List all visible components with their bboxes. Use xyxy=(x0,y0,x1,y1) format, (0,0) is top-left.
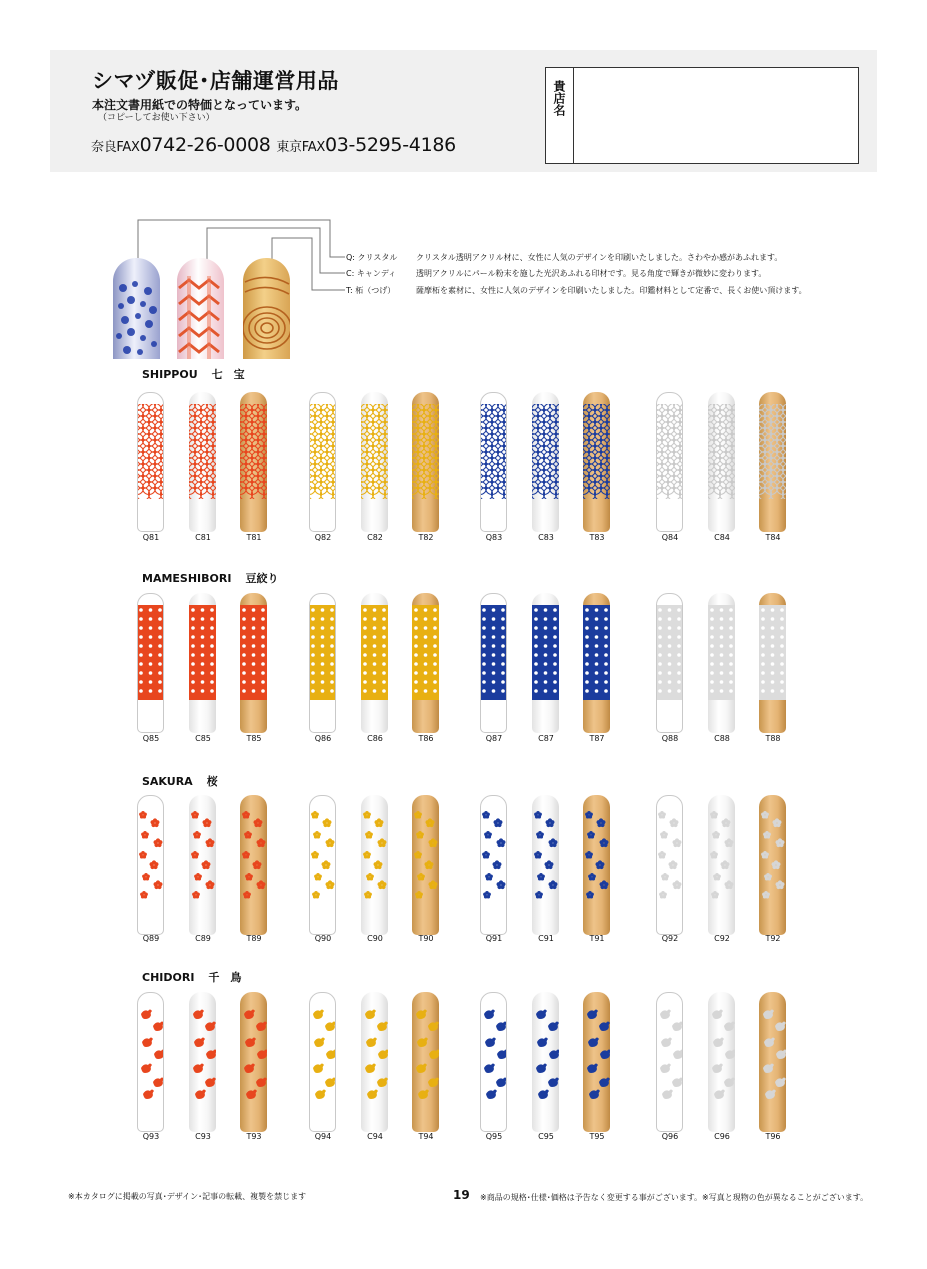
seal-pattern-band xyxy=(189,1004,216,1099)
seal-stick-t87[interactable] xyxy=(583,593,610,733)
seal-t94-pattern xyxy=(412,1004,439,1099)
copy-note: （コピーしてお使い下さい） xyxy=(98,113,215,123)
product-code-q81: Q81 xyxy=(142,533,160,542)
legend-tsuge-key: T: 柘（つげ） xyxy=(346,286,396,295)
seal-stick-q93[interactable] xyxy=(137,992,164,1132)
seal-pattern-band xyxy=(412,807,439,902)
seal-c86-pattern xyxy=(361,605,388,700)
seal-q94-pattern xyxy=(309,1004,336,1099)
seal-stick-c82[interactable] xyxy=(361,392,388,532)
seal-c95-pattern xyxy=(532,1004,559,1099)
seal-stick-c93[interactable] xyxy=(189,992,216,1132)
seal-q93-pattern xyxy=(137,1004,164,1099)
seal-t95-pattern xyxy=(583,1004,610,1099)
product-code-t93: T93 xyxy=(246,1132,262,1141)
product-code-t90: T90 xyxy=(418,934,434,943)
seal-q91-pattern xyxy=(480,807,507,902)
seal-pattern-band xyxy=(708,807,735,902)
section-title-sakura xyxy=(142,773,218,789)
seal-pattern-band xyxy=(480,1004,505,1099)
seal-t89-pattern xyxy=(240,807,267,902)
seal-stick-c83[interactable] xyxy=(532,392,559,532)
page-number: 19 xyxy=(453,1188,470,1202)
seal-pattern-band xyxy=(240,1004,267,1099)
fax-tokyo-number: 03-5295-4186 xyxy=(324,134,456,156)
seal-pattern-band xyxy=(361,404,388,499)
seal-stick-c90[interactable] xyxy=(361,795,388,935)
seal-pattern-band xyxy=(656,1004,681,1099)
product-code-q84: Q84 xyxy=(661,533,679,542)
product-code-c92: C92 xyxy=(714,934,730,943)
seal-c84-pattern xyxy=(708,404,735,499)
product-code-c83: C83 xyxy=(538,533,554,542)
seal-stick-t94[interactable] xyxy=(412,992,439,1132)
seal-stick-q90[interactable] xyxy=(309,795,336,935)
seal-pattern-band xyxy=(759,1004,786,1099)
seal-stick-q83[interactable] xyxy=(480,392,507,532)
fax-nara-number: 0742-26-0008 xyxy=(139,134,271,156)
seal-pattern-band xyxy=(759,807,786,902)
seal-stick-t93[interactable] xyxy=(240,992,267,1132)
seal-stick-q96[interactable] xyxy=(656,992,683,1132)
seal-q81-pattern xyxy=(137,404,164,499)
seal-q86-pattern xyxy=(309,605,336,700)
seal-c81-pattern xyxy=(189,404,216,499)
seal-stick-t86[interactable] xyxy=(412,593,439,733)
product-code-c90: C90 xyxy=(367,934,383,943)
seal-pattern-band xyxy=(708,1004,735,1099)
seal-pattern-band xyxy=(532,605,559,700)
seal-pattern-band xyxy=(189,807,216,902)
product-code-c82: C82 xyxy=(367,533,383,542)
seal-c92-pattern xyxy=(708,807,735,902)
legend-tsuge-text: 薩摩柘を素材に、女性に人気のデザインを印刷いたしました。印鑑材料として定番で、長くお使い頂けます。 xyxy=(416,286,807,295)
seal-t96-pattern xyxy=(759,1004,786,1099)
legend-crystal-key: Q: クリスタル xyxy=(346,253,398,262)
seal-stick-c84[interactable] xyxy=(708,392,735,532)
product-code-q88: Q88 xyxy=(661,734,679,743)
seal-pattern-band xyxy=(656,807,681,902)
footer-copyright-note: ※本カタログに掲載の写真･デザイン･記事の転載、複製を禁じます xyxy=(68,1192,307,1201)
product-code-t81: T81 xyxy=(246,533,262,542)
section-name-jp: 豆絞り xyxy=(245,572,279,585)
seal-pattern-band xyxy=(137,605,162,700)
seal-t93-pattern xyxy=(240,1004,267,1099)
seal-pattern-band xyxy=(583,605,610,700)
section-title-dots xyxy=(142,570,278,586)
product-code-c81: C81 xyxy=(195,533,211,542)
product-code-c86: C86 xyxy=(367,734,383,743)
seal-stick-t85[interactable] xyxy=(240,593,267,733)
seal-t92-pattern xyxy=(759,807,786,902)
product-code-t87: T87 xyxy=(589,734,605,743)
seal-c90-pattern xyxy=(361,807,388,902)
seal-stick-c96[interactable] xyxy=(708,992,735,1132)
seal-pattern-band xyxy=(480,807,505,902)
seal-stick-q84[interactable] xyxy=(656,392,683,532)
seal-t85-pattern xyxy=(240,605,267,700)
seal-stick-t89[interactable] xyxy=(240,795,267,935)
product-code-q96: Q96 xyxy=(661,1132,679,1141)
fax-nara-label: 奈良FAX xyxy=(91,140,140,155)
section-name-en: CHIDORI xyxy=(142,971,195,984)
seal-pattern-band xyxy=(412,605,439,700)
product-code-c89: C89 xyxy=(195,934,211,943)
sample-candy-image xyxy=(177,258,224,359)
product-code-q92: Q92 xyxy=(661,934,679,943)
seal-c82-pattern xyxy=(361,404,388,499)
seal-q82-pattern xyxy=(309,404,336,499)
seal-pattern-band xyxy=(708,605,735,700)
product-code-q89: Q89 xyxy=(142,934,160,943)
product-code-t89: T89 xyxy=(246,934,262,943)
seal-stick-t95[interactable] xyxy=(583,992,610,1132)
seal-stick-c91[interactable] xyxy=(532,795,559,935)
seal-stick-q88[interactable] xyxy=(656,593,683,733)
seal-pattern-band xyxy=(189,404,216,499)
seal-pattern-band xyxy=(309,1004,334,1099)
product-code-c87: C87 xyxy=(538,734,554,743)
product-code-q83: Q83 xyxy=(485,533,503,542)
seal-q96-pattern xyxy=(656,1004,683,1099)
seal-stick-q81[interactable] xyxy=(137,392,164,532)
product-code-t96: T96 xyxy=(765,1132,781,1141)
seal-pattern-band xyxy=(309,605,334,700)
seal-stick-t84[interactable] xyxy=(759,392,786,532)
product-code-q93: Q93 xyxy=(142,1132,160,1141)
seal-pattern-band xyxy=(189,605,216,700)
seal-pattern-band xyxy=(361,605,388,700)
seal-pattern-band xyxy=(583,1004,610,1099)
product-code-c95: C95 xyxy=(538,1132,554,1141)
seal-pattern-band xyxy=(708,404,735,499)
seal-pattern-band xyxy=(656,404,681,499)
seal-stick-t92[interactable] xyxy=(759,795,786,935)
product-code-q90: Q90 xyxy=(314,934,332,943)
seal-c96-pattern xyxy=(708,1004,735,1099)
product-code-t92: T92 xyxy=(765,934,781,943)
tsuge-sample-pattern xyxy=(243,258,290,359)
seal-stick-c86[interactable] xyxy=(361,593,388,733)
seal-stick-t81[interactable] xyxy=(240,392,267,532)
seal-pattern-band xyxy=(412,404,439,499)
seal-q92-pattern xyxy=(656,807,683,902)
seal-stick-c81[interactable] xyxy=(189,392,216,532)
product-code-q95: Q95 xyxy=(485,1132,503,1141)
store-name-label: 貴店名 xyxy=(552,80,566,116)
seal-pattern-band xyxy=(137,1004,162,1099)
seal-pattern-band xyxy=(309,404,334,499)
seal-pattern-band xyxy=(532,1004,559,1099)
crystal-sample-pattern xyxy=(113,258,160,359)
seal-c89-pattern xyxy=(189,807,216,902)
seal-t90-pattern xyxy=(412,807,439,902)
seal-stick-q94[interactable] xyxy=(309,992,336,1132)
seal-q84-pattern xyxy=(656,404,683,499)
seal-stick-t88[interactable] xyxy=(759,593,786,733)
seal-pattern-band xyxy=(583,404,610,499)
legend-candy xyxy=(346,268,766,279)
seal-t86-pattern xyxy=(412,605,439,700)
seal-stick-q87[interactable] xyxy=(480,593,507,733)
product-code-t82: T82 xyxy=(418,533,434,542)
product-code-c96: C96 xyxy=(714,1132,730,1141)
seal-pattern-band xyxy=(532,404,559,499)
catalog-subtitle: 本注文書用紙での特価となっています。 xyxy=(92,98,308,112)
sample-crystal-image xyxy=(113,258,160,359)
seal-pattern-band xyxy=(240,605,267,700)
product-code-t83: T83 xyxy=(589,533,605,542)
seal-t88-pattern xyxy=(759,605,786,700)
seal-stick-c89[interactable] xyxy=(189,795,216,935)
section-name-jp: 桜 xyxy=(206,775,218,788)
section-name-jp: 七 宝 xyxy=(211,368,245,381)
legend-crystal-text: クリスタル透明アクリル材に、女性に人気のデザインを印刷いたしました。さわやか感があふれます。 xyxy=(416,253,783,262)
product-code-t88: T88 xyxy=(765,734,781,743)
section-name-en: MAMESHIBORI xyxy=(142,572,232,585)
section-title-shippou xyxy=(142,366,245,382)
seal-pattern-band xyxy=(137,404,162,499)
seal-t83-pattern xyxy=(583,404,610,499)
fax-tokyo-label: 東京FAX xyxy=(276,140,325,155)
seal-pattern-band xyxy=(240,807,267,902)
seal-stick-q92[interactable] xyxy=(656,795,683,935)
catalog-title: シマヅ販促･店舗運営用品 xyxy=(92,69,339,93)
seal-t91-pattern xyxy=(583,807,610,902)
seal-q95-pattern xyxy=(480,1004,507,1099)
seal-q89-pattern xyxy=(137,807,164,902)
seal-t82-pattern xyxy=(412,404,439,499)
section-name-en: SHIPPOU xyxy=(142,368,198,381)
seal-stick-t96[interactable] xyxy=(759,992,786,1132)
seal-c87-pattern xyxy=(532,605,559,700)
seal-q83-pattern xyxy=(480,404,507,499)
seal-stick-q86[interactable] xyxy=(309,593,336,733)
legend-crystal xyxy=(346,252,782,263)
seal-t87-pattern xyxy=(583,605,610,700)
seal-c88-pattern xyxy=(708,605,735,700)
seal-stick-c92[interactable] xyxy=(708,795,735,935)
footer-disclaimer: ※商品の規格･仕様･価格は予告なく変更する事がございます。※写真と現物の色が異なることがございます。 xyxy=(480,1193,869,1202)
seal-stick-c85[interactable] xyxy=(189,593,216,733)
seal-stick-q91[interactable] xyxy=(480,795,507,935)
legend-candy-text: 透明アクリルにパール粉末を施した光沢あふれる印材です。見る角度で輝きが微妙に変わります。 xyxy=(416,269,767,278)
seal-stick-c94[interactable] xyxy=(361,992,388,1132)
seal-stick-t83[interactable] xyxy=(583,392,610,532)
seal-stick-c88[interactable] xyxy=(708,593,735,733)
seal-pattern-band xyxy=(532,807,559,902)
candy-sample-pattern xyxy=(177,258,224,359)
seal-stick-q95[interactable] xyxy=(480,992,507,1132)
seal-c83-pattern xyxy=(532,404,559,499)
seal-pattern-band xyxy=(583,807,610,902)
seal-stick-t91[interactable] xyxy=(583,795,610,935)
seal-stick-t90[interactable] xyxy=(412,795,439,935)
product-code-q91: Q91 xyxy=(485,934,503,943)
product-code-c91: C91 xyxy=(538,934,554,943)
product-code-t91: T91 xyxy=(589,934,605,943)
seal-pattern-band xyxy=(361,1004,388,1099)
product-code-c88: C88 xyxy=(714,734,730,743)
seal-c91-pattern xyxy=(532,807,559,902)
seal-stick-c87[interactable] xyxy=(532,593,559,733)
seal-stick-q82[interactable] xyxy=(309,392,336,532)
legend-candy-key: C: キャンディ xyxy=(346,269,397,278)
seal-pattern-band xyxy=(240,404,267,499)
product-code-c84: C84 xyxy=(714,533,730,542)
product-code-t86: T86 xyxy=(418,734,434,743)
seal-stick-q89[interactable] xyxy=(137,795,164,935)
seal-stick-q85[interactable] xyxy=(137,593,164,733)
seal-pattern-band xyxy=(412,1004,439,1099)
seal-c94-pattern xyxy=(361,1004,388,1099)
seal-pattern-band xyxy=(480,404,505,499)
product-code-t95: T95 xyxy=(589,1132,605,1141)
seal-t84-pattern xyxy=(759,404,786,499)
seal-pattern-band xyxy=(759,605,786,700)
seal-q85-pattern xyxy=(137,605,164,700)
seal-c85-pattern xyxy=(189,605,216,700)
product-code-c94: C94 xyxy=(367,1132,383,1141)
seal-pattern-band xyxy=(656,605,681,700)
product-code-q85: Q85 xyxy=(142,734,160,743)
product-code-q82: Q82 xyxy=(314,533,332,542)
section-title-chidori xyxy=(142,969,241,985)
section-name-jp: 千 鳥 xyxy=(208,971,242,984)
seal-pattern-band xyxy=(361,807,388,902)
product-code-q86: Q86 xyxy=(314,734,332,743)
seal-pattern-band xyxy=(137,807,162,902)
legend-tsuge xyxy=(346,285,807,296)
seal-q88-pattern xyxy=(656,605,683,700)
seal-t81-pattern xyxy=(240,404,267,499)
seal-stick-c95[interactable] xyxy=(532,992,559,1132)
seal-stick-t82[interactable] xyxy=(412,392,439,532)
product-code-t85: T85 xyxy=(246,734,262,743)
product-code-t84: T84 xyxy=(765,533,781,542)
product-code-c93: C93 xyxy=(195,1132,211,1141)
product-code-t94: T94 xyxy=(418,1132,434,1141)
section-name-en: SAKURA xyxy=(142,775,193,788)
seal-pattern-band xyxy=(480,605,505,700)
seal-pattern-band xyxy=(759,404,786,499)
seal-q87-pattern xyxy=(480,605,507,700)
sample-tsuge-image xyxy=(243,258,290,359)
product-code-c85: C85 xyxy=(195,734,211,743)
seal-c93-pattern xyxy=(189,1004,216,1099)
product-code-q87: Q87 xyxy=(485,734,503,743)
product-code-q94: Q94 xyxy=(314,1132,332,1141)
seal-pattern-band xyxy=(309,807,334,902)
seal-q90-pattern xyxy=(309,807,336,902)
